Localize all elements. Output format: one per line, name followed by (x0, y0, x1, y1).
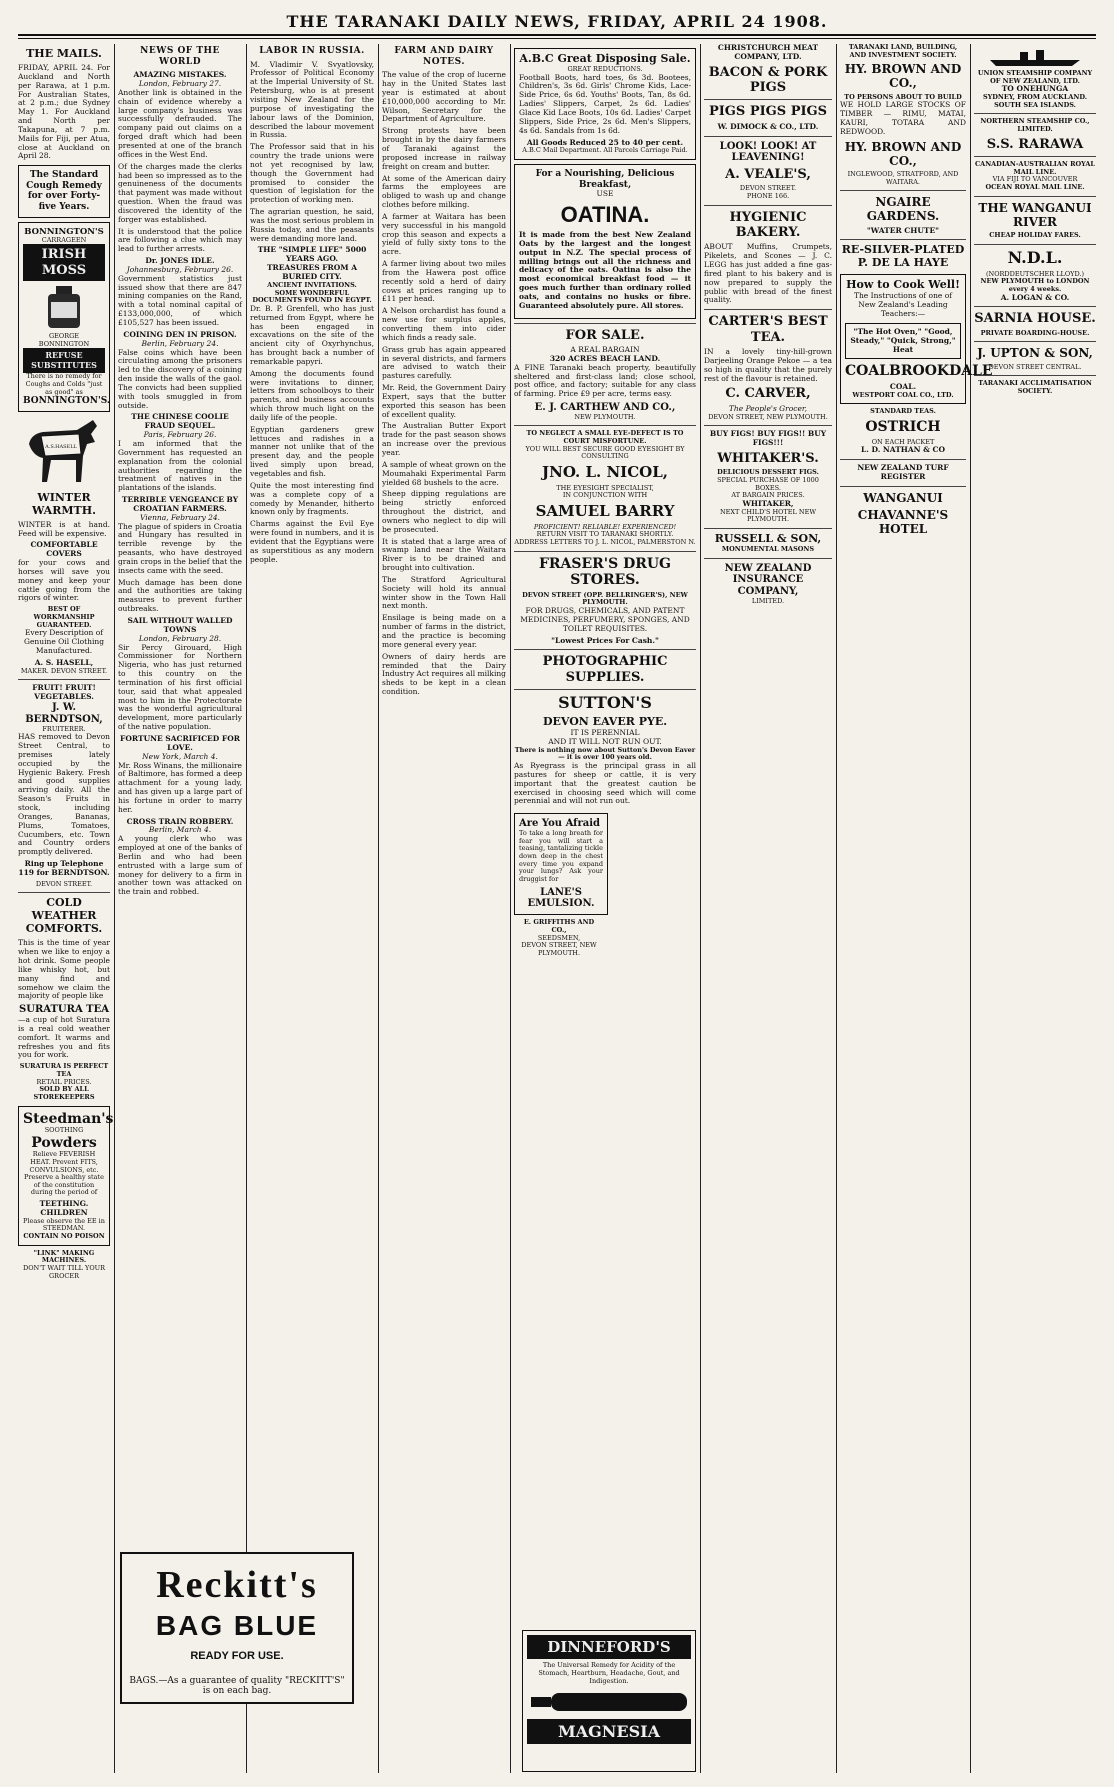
sutton-title: SUTTON'S (558, 693, 652, 713)
column-labor-in-russia (250, 44, 374, 1773)
suratura-heading: SURATURA TEA (19, 1004, 109, 1016)
cook-well-ad (840, 274, 993, 404)
article-para: False coins which have been circulating among the prisoners led to the discovery of a coining den inside the walls of the gaol. The convicts had been supplied with tools smuggled in from outside. (118, 347, 242, 410)
steedman-ad (18, 1106, 114, 1246)
divider (514, 425, 696, 426)
sarnia-house: SARNIA HOUSE. (974, 311, 1096, 327)
column-separator (836, 44, 837, 1773)
article-para: A young clerk who was employed at one of the banks of Berlin and who had been entrusted with a large sum of money for delivery to a firm in another town was attacked on the train and robbed. (118, 834, 242, 897)
lane-emulsion: LANE'S EMULSION. (527, 886, 595, 910)
nothing-now: There is nothing now about Sutton's Devon Eaver — it is over 100 years old. (514, 745, 696, 762)
bottle-icon (34, 284, 94, 330)
berndtson-sub: FRUITERER. (42, 724, 86, 733)
article-para: Strong protests have been brought in by the dairy farmers of Taranaki against the proposed increase in railway freight on cream and butter. (382, 126, 506, 171)
divider (974, 113, 1096, 114)
london-fares: NEW PLYMOUTH to LONDON every 4 weeks. (980, 277, 1090, 293)
divider (840, 459, 966, 460)
bonnington-name: BONNINGTON'S (24, 226, 104, 237)
abc-footer-2: A.B.C Mail Department. All Parcels Carriage Paid. (522, 146, 688, 155)
whitaker-title: WHITAKER'S. (717, 450, 819, 466)
sewing-heading: "LINK" MAKING MACHINES. (33, 1248, 95, 1265)
divider (704, 425, 832, 426)
private-boarding: PRIVATE BOARDING-HOUSE. (980, 328, 1090, 337)
resilver-plated: RE-SILVER-PLATED (841, 243, 965, 257)
dinneford-magnesia-ad (522, 1630, 696, 1772)
royal-mail: OCEAN ROYAL MAIL LINE. (985, 183, 1085, 192)
refuse-banner: REFUSE SUBSTITUTES (23, 348, 105, 373)
retail-prices: RETAIL PRICES. (36, 1077, 92, 1086)
steedman-teething: TEETHING. (39, 1199, 89, 1209)
cheap-fares: CHEAP HOLIDAY FARES. (989, 231, 1081, 240)
article-para: Grass grub has again appeared in several districts, and farmers are advised to watch their pastures carefully. (382, 344, 506, 381)
hygienic-title: HYGIENIC BAKERY. (729, 209, 807, 241)
berndtson-name: J. W. BERNDTSON, (25, 702, 103, 725)
article-para: Mr. Ross Winans, the millionaire of Baltimore, has formed a deep attachment for a young lady, and has given up a large part of his fortune in order to marry her. (118, 760, 242, 814)
divider (18, 892, 110, 893)
bonnington-sub: CARRAGEEN (41, 235, 87, 244)
suratura-body: —a cup of hot Suratura is a real cold weather comfort. It warms and refreshes you and fits you for work. (18, 1015, 110, 1060)
magnesia-bottle-icon (527, 1689, 691, 1715)
northern-steamship: NORTHERN STEAMSHIP CO., LIMITED. (980, 117, 1090, 134)
divider (514, 689, 696, 690)
article-para: It is stated that a large area of swamp land near the Waitara River is to be drained and brought into cultivation. (382, 536, 506, 573)
nz-turf: NEW ZEALAND TURF REGISTER (857, 463, 949, 481)
nz-insurance: NEW ZEALAND INSURANCE COMPANY, (724, 562, 812, 598)
reckitts-ready: READY FOR USE. (190, 1650, 284, 1662)
cook-title: How to Cook Well! (846, 278, 960, 292)
column-separator (700, 44, 701, 1773)
svg-text:A.S.HASELL: A.S.HASELL (45, 443, 77, 450)
column-ads-right (840, 43, 993, 1773)
reckitts-sub: BAG BLUE (155, 1610, 319, 1641)
dateline: New York, March 4. (142, 751, 218, 761)
nicol-name: JNO. L. NICOL, (542, 463, 668, 482)
hot-oven: "The Hot Oven," "Good, Steady," "Quick, Strong," Heat (845, 323, 961, 360)
amazing-heading: AMAZING MISTAKES. (133, 70, 227, 80)
acclimatisation: TARANAKI ACCLIMATISATION SOCIETY. (978, 379, 1092, 395)
christchurch-meat: CHRISTCHURCH MEAT COMPANY, LTD. (717, 43, 819, 61)
lane-emulsion-ad (514, 813, 608, 915)
onehunga: TO ONEHUNGA (1001, 84, 1069, 94)
dessert-figs: DELICIOUS DESSERT FIGS. (717, 468, 819, 477)
berndtson-body: HAS removed to Devon Street Central, to premises lately occupied by the Hygienic Bakery. Fresh and good supplies arriving daily. All the Season's Fruits in stock, including Oranges, Bananas, Plums, Tomatoes, Cucumbers, etc. Town and Country orders promptly delivered. (18, 732, 110, 857)
column-separator (114, 44, 115, 1773)
wanganui-river: THE WANGANUI RIVER (978, 200, 1092, 229)
bacon-pork: BACON & PORK PIGS (708, 64, 828, 96)
dinneford-magnesia: MAGNESIA (527, 1719, 691, 1744)
horse-rug-illustration (21, 416, 107, 488)
sale-body: A FINE Taranaki beach property, beautifully sheltered and first-class land; close school, post office, and factory; suitable for any class of farming. Price £9 per acre, terms easy. (514, 362, 696, 399)
dateline: Berlin, March 4. (148, 825, 212, 835)
figs-heading: BUY FIGS! BUY FIGS!! BUY FIGS!!! (709, 429, 827, 448)
bonnington-footer: BONNINGTON'S. (23, 396, 111, 407)
subheading: TREASURES FROM A BURIED CITY. (266, 263, 358, 282)
column-separator (970, 44, 971, 1773)
you-will: YOU WILL BEST SECURE GOOD EYESIGHT BY CONSULTING (525, 444, 685, 461)
carthew-address: NEW PLYMOUTH. (574, 412, 636, 421)
perennial: IT IS PERENNIAL (570, 727, 640, 737)
fraser-address: DEVON STREET (OPP. BELLRINGER'S), NEW PLYMOUTH. (522, 590, 688, 607)
steedman-soothing: SOOTHING (44, 1126, 84, 1135)
divider (974, 375, 1096, 376)
dateline: Johannesburg, February 26. (126, 264, 234, 274)
westport-coal: WESTPORT COAL CO., LTD. (852, 390, 954, 399)
article-para: A sample of wheat grown on the Moumahaki Experimental Farm yielded 68 bushels to the acre. (382, 459, 506, 487)
ngaire-gardens: NGAIRE GARDENS. (866, 195, 940, 224)
sale-sub: A REAL BARGAIN (570, 344, 640, 354)
sutton-body: As Ryegrass is the principal grass in all pastures for sheep or cattle, it is very important that the greatest caution be exercised in choosing seed which will come perennial and will not run out. (514, 760, 696, 806)
dateline: Berlin, February 24. (141, 338, 219, 348)
divider (974, 244, 1096, 245)
fruit-heading: FRUIT! FRUIT! VEGETABLES. (32, 683, 96, 702)
return-visit: RETURN VISIT TO TARANAKI SHORTLY. (536, 530, 674, 539)
steedman-children: CHILDREN (40, 1207, 88, 1217)
carter-body: IN a lovely tiny-hill-grown Darjeeling Orange Pekoe — a tea so high in quality that the purely rest of the flavour is retained. (704, 346, 832, 383)
carthew-name: E. J. CARTHEW AND CO., (534, 402, 676, 414)
water-chute: "WATER CHUTE" (866, 225, 940, 235)
mails-body: FRIDAY, APRIL 24. For Auckland and North per Rarawa, at 1 p.m. For Australian States, at 2 p.m.; due Sydney May 1. For Auckland and North per Takapuna, at 7 p.m. Mails for Fiji, per Atua, close at Auckland on April 28. (18, 62, 110, 161)
sale-acres: 320 ACRES BEACH LAND. (549, 353, 661, 363)
every-description: Every Description of Genuine Oil Clothing Manufactured. (24, 628, 104, 655)
hygienic-body: ABOUT Muffins, Crumpets, Pikelets, and Scones — J. C. LEGG has just added a fine gas-fired plant to his bakery and is now prepared to supply the public with bread of the finest quality. (704, 242, 832, 305)
subheading: SOME WONDERFUL DOCUMENTS FOUND IN EGYPT. (252, 288, 372, 305)
hasell-name: A. S. HASELL, (34, 657, 94, 667)
bonnington-ad (18, 222, 110, 412)
article-para: Owners of dairy herds are reminded that the Dairy Industry Act requires all milking sheds to be kept in a clean condition. (382, 651, 506, 697)
divider (974, 196, 1096, 197)
devon-eaver: DEVON EAVER PYE. (542, 715, 668, 729)
article-para: A farmer living about two miles from the Hawera post office recently sold a herd of dairy cows at prices ranging up to £11 per head. (382, 259, 506, 304)
cook-body: The Instructions of one of New Zealand's Leading Teachers:— (853, 291, 953, 319)
article-para: Quite the most interesting find was a complete copy of a comedy by Menander, hitherto known only by fragments. (250, 480, 374, 517)
ostrich-sub: ON EACH PACKET (871, 437, 935, 446)
divider (840, 486, 966, 487)
subheading: THE "SIMPLE LIFE" 5000 YEARS AGO. (257, 245, 367, 264)
cough-title: The Standard Cough Remedy for over Forty-five Years. (26, 170, 102, 213)
divider (704, 558, 832, 559)
dateline: Vienna, February 24. (139, 512, 221, 522)
timber-body: WE HOLD LARGE STOCKS OF TIMBER — RIMU, MATAI, KAURI, TOTARA AND REDWOOD. (840, 100, 966, 136)
griffiths-ad (516, 919, 602, 957)
nathan-name: L. D. NATHAN & CO (860, 445, 946, 455)
reckitts-bags: BAGS.—As a guarantee of quality "RECKITT'S" is on each bag. (129, 1676, 345, 1696)
article-para: Much damage has been done and the authorities are taking measures to prevent further outbreaks. (118, 577, 242, 614)
article-para: Government statistics just issued show that there are 847 mining companies on the Rand, with a total nominal capital of £133,000,000, of which £105,527 has been issued. (118, 273, 242, 327)
article-para: The Stratford Agricultural Society will hold its annual winter show in the Town Hall next month. (382, 574, 506, 611)
berndtson-address: DEVON STREET. (35, 879, 93, 888)
subheading: TERRIBLE VENGEANCE BY CROATIAN FARMERS. (121, 495, 239, 513)
look-heading: LOOK! LOOK! AT LEAVENING! (719, 140, 817, 164)
divider (840, 190, 966, 191)
photo-title: PHOTOGRAPHIC SUPPLIES. (542, 654, 668, 685)
coalbrookdale-title: COALBROOKDALE (845, 363, 993, 380)
steedman-powders: Powders (31, 1134, 97, 1151)
abc-title: A.B.C Great Disposing Sale. (519, 52, 691, 65)
oatina-lead: For a Nourishing, Delicious Breakfast, (535, 169, 675, 190)
upton-name: J. UPTON & SON, (977, 346, 1093, 361)
rugs-body: for your cows and horses will save you money and keep your cattle going from the rigors of winter. (18, 558, 110, 603)
abc-items: Football Boots, hard toes, 6s 3d. Bootees, Children's, 3s 6d. Girls' Chrome Kids, Lace-Side Price, 6s 6d. Youths' Boots, Tan, 8s 6d. Ladies' Slippers, Carpet, 2s 6d. Ladies' Glace Kid Lace Boots, 10s 6d. Ladies' Carpet Slippers, Side Price, 2s 6d. Men's Slippers, 4s 6d. Sandals from 1s 6d. (519, 72, 691, 135)
persons-build: TO PERSONS ABOUT TO BUILD (844, 92, 962, 101)
canadian-line: CANADIAN-AUSTRALIAN ROYAL MAIL LINE. (974, 160, 1095, 176)
steedman-contain: CONTAIN NO POISON (23, 1232, 105, 1241)
article-para: Sheep dipping regulations are being strictly enforced throughout the district, and owners who neglect to dip will be prosecuted. (382, 489, 506, 534)
veale-address: DEVON STREET. (739, 184, 797, 193)
eyesight-specialist: THE EYESIGHT SPECIALIST, (556, 483, 654, 492)
article-para: At some of the American dairy farms the employees are obliged to wash up and change clothes before milking. (382, 173, 506, 210)
divider (18, 679, 110, 680)
wanganui-title: WANGANUI (863, 490, 943, 505)
divider (974, 156, 1096, 157)
pigs-title: PIGS PIGS PIGS (708, 104, 828, 120)
article-para: Among the documents found were invitations to dinner, letters from schoolboys to their parents, and business accounts which throw much light on the daily life of the people. (250, 368, 374, 422)
column-shipping (974, 44, 1096, 1773)
veale-phone: PHONE 166. (746, 192, 790, 201)
veale-name: A. VEALE'S, (725, 167, 811, 183)
conjunction: IN CONJUNCTION WITH (562, 491, 648, 500)
article-para: Of the charges made the clerks had been so impressed as to the genuineness of the documents that payment was made without question. When the fraud was discovered the identity of the forger was established. (118, 161, 242, 224)
divider (704, 205, 832, 206)
steedman-body: Relieve FEVERISH HEAT. Prevent FITS, CONVULSIONS, etc. Preserve a healthy state of the constitution during the period of (24, 1150, 104, 1197)
article-para: M. Vladimir V. Svyatlovsky, Professor of Political Economy at the Imperial University of St. Petersburg, who is at present visiting New Zealand for the purpose of investigating the labour laws of the Dominion, described the labour movement in Russia. (250, 59, 374, 140)
steamship-icon (980, 46, 1090, 68)
sold-by: SOLD BY ALL STOREKEEPERS (33, 1085, 95, 1101)
special-purchase: SPECIAL PURCHASE OF 1000 BOXES. (717, 475, 819, 492)
dateline: London, February 27. (138, 79, 222, 89)
hasell-address: MAKER. DEVON STREET. (20, 666, 108, 675)
column-separator (246, 44, 247, 1773)
column-separator (510, 44, 511, 1773)
farm-header: FARM AND DAIRY NOTES. (394, 46, 494, 67)
taranaki-land: TARANAKI LAND, BUILDING, AND INVESTMENT SOCIETY. (848, 43, 958, 59)
rugs-heading: COMFORTABLE COVERS (30, 540, 98, 559)
hy-brown-title: HY. BROWN AND CO., (844, 62, 962, 91)
dateline: Paris, February 26. (143, 430, 217, 440)
article-para: The value of the crop of lucerne hay in the United States last year is estimated at about £10,000,000 according to Mr. Wilson, Secretary for the Department of Agriculture. (382, 70, 506, 124)
bargain-prices: AT BARGAIN PRICES. (731, 491, 805, 500)
whitaker-address: NEXT CHILD'S HOTEL NEW PLYMOUTH. (719, 507, 817, 524)
article-para: The Australian Butter Export trade for the past season shows an increase over the previous year. (382, 421, 506, 457)
article-para: Sir Percy Girouard, High Commissioner for Northern Nigeria, who has just returned to this country on the termination of his first official tour, said that what appealed most to him in the Protectorate was the wonderful agricultural development, more particularly of the native population. (118, 642, 242, 732)
afraid-title: Are You Afraid (519, 818, 600, 830)
russell-name: RUSSELL & SON, (714, 531, 822, 545)
article-para: Ensilage is being made on a number of farms in the district, and the practice is becoming more general every year. (382, 613, 506, 649)
barry-name: SAMUEL BARRY (535, 502, 675, 521)
dinneford-title: DINNEFORD'S (527, 1635, 691, 1659)
chavanne-hotel: CHAVANNE'S HOTEL (857, 507, 949, 537)
column-separator (378, 44, 379, 1773)
column-farm-and-dairy (382, 44, 506, 1773)
steedman-ee: Please observe the EE in STEEDMAN. (23, 1216, 105, 1233)
ndl-title: N.D.L. (1007, 247, 1063, 267)
article-para: The agrarian question, he said, was the most serious problem in Russia today, and the peasants were demanding more land. (250, 207, 374, 243)
divider (974, 341, 1096, 342)
vancouver: VIA FIJI TO VANCOUVER (992, 175, 1078, 184)
article-para: A farmer at Waitara has been very successful in his mangold crop this season and expects a yield of fully sixty tons to the acre. (382, 211, 506, 257)
column-advertisements-left (18, 44, 114, 1773)
coal-title: COAL. (889, 381, 917, 391)
subheading: Dr. JONES IDLE. (145, 256, 215, 266)
de-la-haye: P. DE LA HAYE (857, 256, 949, 270)
article-para: It is understood that the police are following a clue which may lead to further arrests. (118, 226, 242, 254)
column-news-of-the-world (118, 44, 242, 1773)
abc-sale-ad (514, 48, 696, 160)
article-para: The Professor said that in his country the trade unions were not yet recognised by law, though the Government had promised to consider the question of legislation for the protection of working men. (250, 142, 374, 205)
ndl-sub: (NORDDEUTSCHER LLOYD.) (985, 269, 1085, 278)
griffiths-address: DEVON STREET, NEW PLYMOUTH. (521, 941, 597, 957)
sydney-auckland: SYDNEY, FROM AUCKLAND. (982, 93, 1088, 102)
article-para: I am informed that the Government has requested an explanation from the colonial authorities regarding the treatment of natives in the plantations of the islands. (118, 438, 242, 493)
best-workmanship: BEST OF WORKMANSHIP GUARANTEED. (33, 605, 95, 629)
hy-brown-title-2: HY. BROWN AND CO., (844, 139, 962, 168)
article-para: Mr. Reid, the Government Dairy Expert, says that the butter exported this season has been of excellent quality. (382, 383, 506, 419)
run-out: AND IT WILL NOT RUN OUT. (548, 736, 662, 746)
proficient: PROFICIENT! RELIABLE! EXPERIENCED! (533, 522, 677, 531)
divider (514, 323, 696, 324)
divider (704, 309, 832, 310)
berndtson-phone: Ring up Telephone 119 for BERNDTSON. (18, 859, 110, 877)
column-ads-right-center (704, 44, 832, 1773)
dont-wait: DON'T WAIT TILL YOUR GROCER (22, 1264, 106, 1280)
cough-remedy-ad (18, 165, 110, 217)
mails-heading: THE MAILS. (26, 47, 102, 60)
cold-weather-body: This is the time of year when we like to enjoy a hot drink. Some people like whisky hot, but many find and somehow we claim the majority of people like (18, 938, 110, 1001)
divider (514, 649, 696, 650)
george-bonnington: GEORGE BONNINGTON (38, 332, 90, 348)
article-para: Dr. B. P. Grenfell, who has just returned from Egypt, where he has been engaged in excavations on the site of the ancient city of Oxyrhynchus, has brought back a number of remarkable papyri. (250, 303, 374, 366)
dateline: London, February 28. (138, 633, 222, 643)
subheading: CROSS TRAIN ROBBERY. (126, 816, 234, 826)
irish-moss-banner: IRISH MOSS (23, 244, 105, 281)
article-para: Another link is obtained in the chain of evidence whereby a large company's business was successfully defrauded. The company paid out claims on a forged draft which had been presented at one of the branch offices in the West End. (118, 87, 242, 159)
carver-address: DEVON STREET, NEW PLYMOUTH. (708, 412, 828, 421)
subheading: SAIL WITHOUT WALLED TOWNS (127, 616, 233, 634)
masthead-rule-thin (18, 38, 1096, 39)
steedman-title: Steedman's (23, 1110, 114, 1127)
winter-body: WINTER is at hand. Feed will be expensive. (18, 519, 110, 538)
griffiths-sub: SEEDSMEN, (537, 933, 581, 942)
nz-insurance-limited: LIMITED. (751, 596, 785, 605)
oatina-use: USE (596, 189, 614, 199)
cold-weather-heading: COLD WEATHER COMFORTS. (25, 896, 103, 936)
divider (514, 551, 696, 552)
logan-name: A. LOGAN & CO. (1000, 292, 1070, 302)
news-header: NEWS OF THE WORLD (140, 46, 220, 67)
standard-teas: STANDARD TEAS. (870, 407, 936, 416)
divider (704, 136, 832, 137)
article-para: Charms against the Evil Eye were found in numbers, and it is evident that the Egyptians were as superstitious as any modern people. (250, 519, 374, 564)
neglect-heading: TO NEGLECT A SMALL EYE-DEFECT IS TO COURT MISFORTUNE. (526, 429, 684, 446)
hy-brown-address: INGLEWOOD, STRATFORD, AND WAITARA. (847, 169, 959, 186)
reckitts-name: Reckitt's (156, 1564, 318, 1606)
masthead-rule (18, 34, 1096, 36)
subheading: THE CHINESE COOLIE FRAUD SEQUEL. (131, 412, 229, 431)
rarawa-title: S.S. RARAWA (986, 136, 1084, 152)
carver-sub: The People's Grocer, (728, 403, 808, 413)
labor-header: LABOR IN RUSSIA. (259, 46, 365, 56)
oatina-name: OATINA. (560, 202, 650, 228)
article-para: A Nelson orchardist has found a new use for surplus apples, converting them into cider which finds a ready sale. (382, 306, 506, 342)
monumental: MONUMENTAL MASONS (721, 544, 815, 553)
divider (840, 239, 966, 240)
masthead: THE TARANAKI DAILY NEWS, FRIDAY, APRIL 24 1908. (286, 12, 828, 31)
griffiths-name: E. GRIFFITHS AND CO., (523, 918, 595, 934)
abc-sub: GREAT REDUCTIONS. (567, 64, 643, 73)
afraid-body: To take a long breath for fear you will start a teasing, tantalizing tickle down deep in the chest every time you expand your lungs? Ask your druggist for (519, 829, 603, 883)
carver-name: C. CARVER, (725, 386, 811, 402)
south-sea-islands: SOUTH SEA ISLANDS. (994, 100, 1076, 109)
subheading: FORTUNE SACRIFICED FOR LOVE. (120, 733, 240, 752)
oatina-ad (514, 164, 696, 319)
oatina-body: It is made from the best New Zealand Oats by the largest and the longest output in N.Z. The special process of milling brings out all the richness and delicacy of the oats. Oatina is also the most economical breakfast food — it goes much further than ordinary rolled oats, and contains no husks or fibre. Guaranteed absolutely pure. All stores. (519, 230, 691, 310)
whitaker-name: WHITAKER, (742, 498, 794, 508)
address-letters: ADDRESS LETTERS TO J. L. NICOL, PALMERSTON N. (514, 538, 696, 547)
subheading: ANCIENT INVITATIONS. (267, 280, 357, 289)
dinneford-body: The Universal Remedy for Acidity of the Stomach, Heartburn, Headache, Gout, and Indigestion. (538, 1661, 680, 1685)
sale-title: FOR SALE. (565, 327, 645, 343)
article-para: The plague of spiders in Croatia and Hungary has resulted in terrible revenge by the peasants, who have destroyed grain crops in the belief that the insects came with the seed. (118, 521, 242, 575)
divider (704, 99, 832, 100)
devon-central: DEVON STREET CENTRAL. (988, 362, 1082, 371)
suratura-perfect: SURATURA IS PERFECT TEA (19, 1062, 109, 1078)
fraser-title: FRASER'S DRUG STORES. (538, 555, 672, 589)
refuse-sub: There is no remedy for Coughs and Colds "just as good" as (25, 372, 103, 396)
union-steamship: UNION STEAMSHIP COMPANY OF NEW ZEALAND, LTD. (977, 69, 1093, 85)
lowest-prices: "Lowest Prices For Cash." (551, 635, 659, 645)
winter-heading: WINTER WARMTH. (32, 490, 96, 517)
article-para: Egyptian gardeners grew lettuces and radishes in a manner not unlike that of the present day, and the people lived simply upon bread, vegetables and fish. (250, 424, 374, 479)
carters-tea: CARTER'S BEST TEA. (708, 314, 828, 345)
column-ads-center (514, 44, 696, 1773)
divider (974, 306, 1096, 307)
abc-footer: All Goods Reduced 25 to 40 per cent. (526, 137, 684, 147)
subheading: COINING DEN IN PRISON. (123, 329, 237, 339)
ostrich-title: OSTRICH (865, 419, 941, 436)
fraser-items: FOR DRUGS, CHEMICALS, AND PATENT MEDICINES, PERFUMERY, SPONGES, AND TOILET REQUISITES. (520, 606, 690, 633)
reckitts-bag-blue-ad (120, 1552, 354, 1704)
dimock-name: W. DIMOCK & CO., LTD. (717, 121, 819, 131)
divider (704, 528, 832, 529)
